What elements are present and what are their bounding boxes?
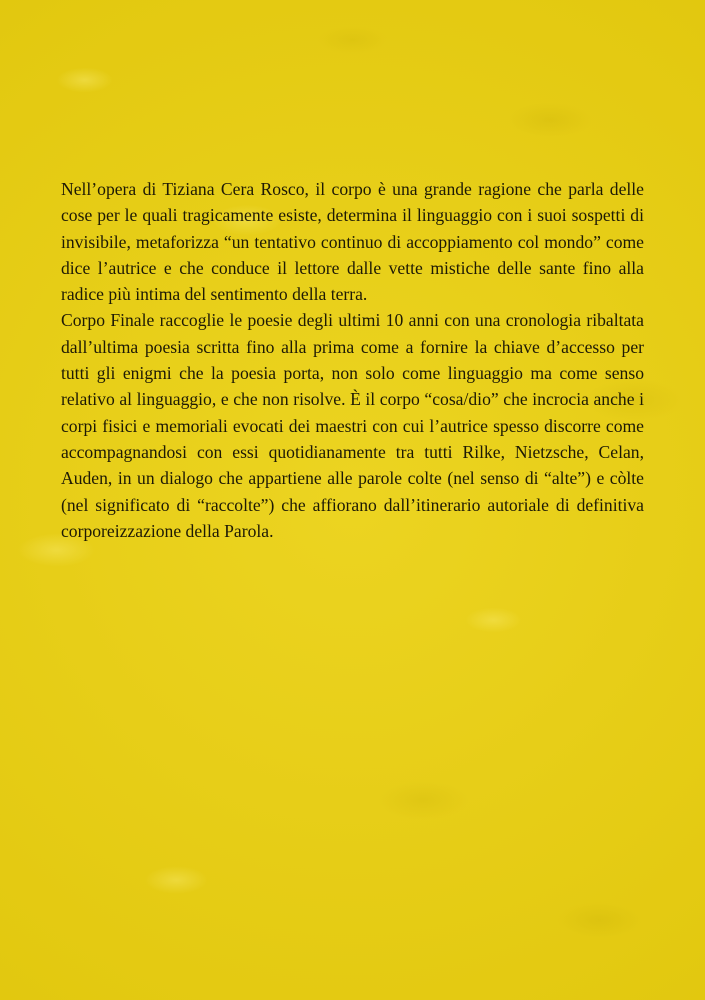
blurb-text bbox=[61, 176, 644, 544]
paragraph-2: Corpo Finale raccoglie le poesie degli ultimi 10 anni con una cronologia ribaltata dall’ultima poesia scritta fino alla prima come a fornire la chiave d’accesso per tutti gli enigmi che la poesia porta, non solo come linguaggio ma come senso relativo al linguaggio, e che non risolve. È il corpo “cosa/dio” che incrocia anche i corpi fisici e memoriali evocati dei maestri con cui l’autrice spesso discorre come accompagnandosi con essi quotidianamente tra tutti Rilke, Nietzsche, Celan, Auden, in un dialogo che appartiene alle parole colte (nel senso di “alte”) e còlte (nel significato di “raccolte”) che affiorano dall’itinerario autoriale di definitiva corporeizzazione della Parola. bbox=[61, 310, 644, 541]
paragraph-1: Nell’opera di Tiziana Cera Rosco, il corpo è una grande ragione che parla delle cose per le quali tragicamente esiste, determina il linguaggio con i suoi sospetti di invisibile, metaforizza “un tentativo continuo di accoppiamento col mondo” come dice l’autrice e che conduce il lettore dalle vette mistiche delle sante fino alla radice più intima del sentimento della terra. bbox=[61, 179, 644, 305]
